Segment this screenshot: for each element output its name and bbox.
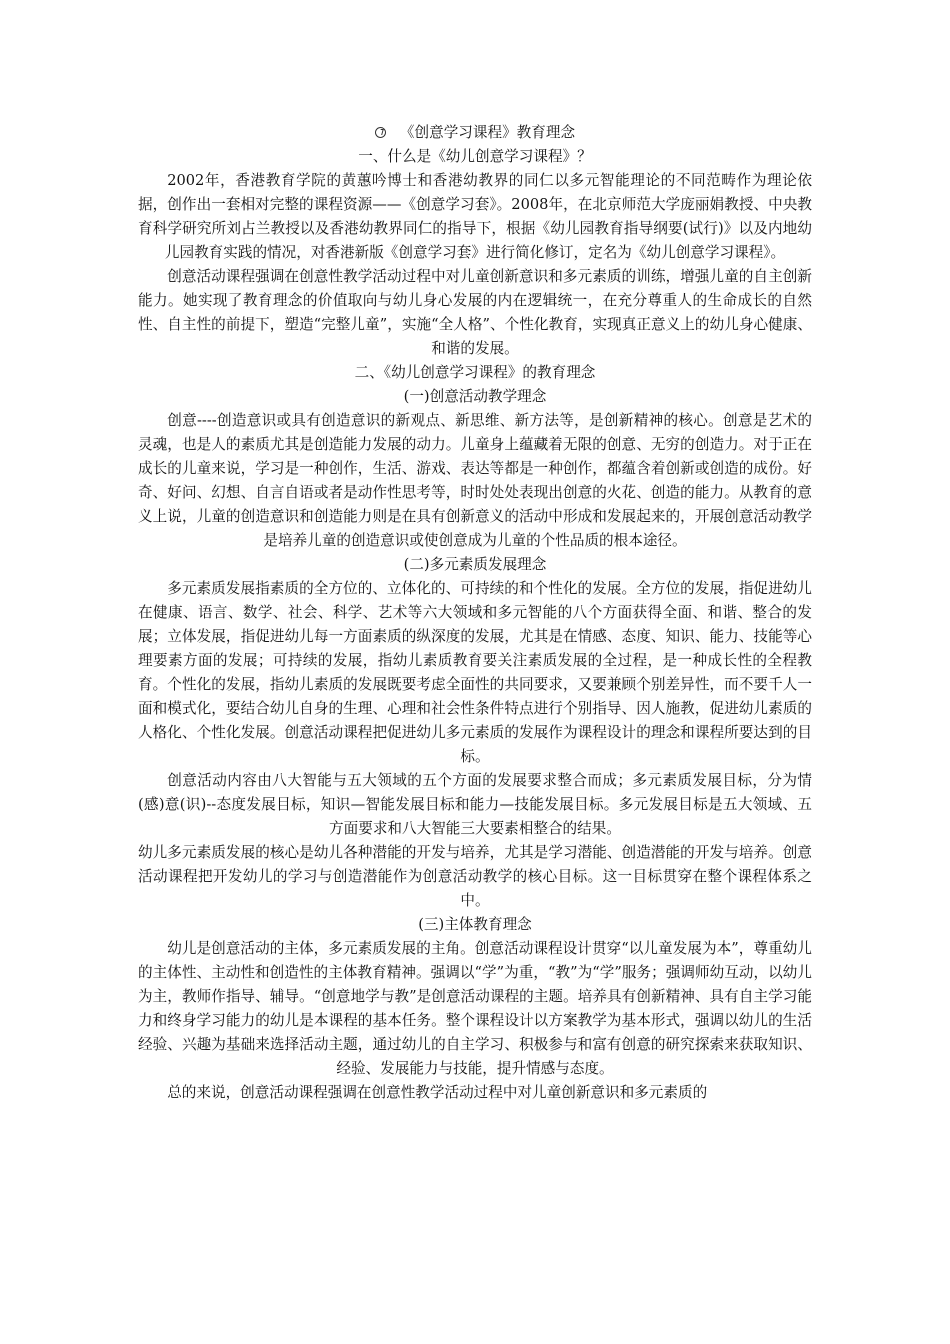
document-title-text: 《创意学习课程》教育理念 xyxy=(399,124,576,141)
section1-heading: 一、什么是《幼儿创意学习课程》？ xyxy=(358,148,592,165)
document-page xyxy=(138,121,812,1105)
section1-paragraph-2: 创意活动课程强调在创意性教学活动过程中对儿童创新意识和多元素质的训练，增强儿童的自主创新能力。她实现了教育理念的价值取向与幼儿身心发展的内在逻辑统一，在充分尊重人的生命成长的自然性、自主性的前提下，塑造“完整儿童”，实施“全人格”、个性化教育，实现真正意义上的幼儿身心健康、和谐的发展。 xyxy=(138,268,812,357)
subsection1-paragraph-1: 创意----创造意识或具有创造意识的新观点、新思维、新方法等，是创新精神的核心。创意是艺术的灵魂，也是人的素质尤其是创造能力发展的动力。儿童身上蕴藏着无限的创意、无穷的创造力。对于正在成长的儿童来说，学习是一种创作，生活、游戏、表达等都是一种创作，都蕴含着创新或创造的成份。好奇、好问、幻想、自言自语或者是动作性思考等，时时处处表现出创意的火花、创造的能力。从教育的意义上说，儿童的创造意识和创造能力则是在具有创新意义的活动中形成和发展起来的，开展创意活动教学是培养儿童的创造意识或使创意成为儿童的个性品质的根本途径。 xyxy=(138,412,812,549)
subsection3-paragraph-1: 幼儿是创意活动的主体，多元素质发展的主角。创意活动课程设计贯穿“以儿童发展为本”，尊重幼儿的主体性、主动性和创造性的主体教育精神。强调以“学”为重，“教”为“学”服务；强调师幼互动，以幼儿为主，教师作指导、辅导。“创意地学与教”是创意活动课程的主题。培养具有创新精神、具有自主学习能力和终身学习能力的幼儿是本课程的基本任务。整个课程设计以方案教学为基本形式，强调以幼儿的生活经验、兴趣为基础来选择活动主题，通过幼儿的自主学习、积极参与和富有创意的研究探索来获取知识、经验、发展能力与技能，提升情感与态度。 xyxy=(138,940,812,1077)
numbered-circle-icon xyxy=(375,127,386,138)
subsection2-paragraph-2: 创意活动内容由八大智能与五大领域的五个方面的发展要求整合而成；多元素质发展目标，分为情(感)意(识)--态度发展目标，知识—智能发展目标和能力—技能发展目标。多元发展目标是五大领域、五方面要求和八大智能三大要素相整合的结果。 xyxy=(138,772,812,837)
section2-heading: 二、《幼儿创意学习课程》的教育理念 xyxy=(354,364,596,381)
section1-paragraph-1: 2002年，香港教育学院的黄蕙吟博士和香港幼教界的同仁以多元智能理论的不同范畴作为理论依据，创作出一套相对完整的课程资源——《创意学习套》。2008年，在北京师范大学庞丽娟教授、中央教育科学研究所刘占兰教授以及香港幼教界同仁的指导下，根据《幼儿园教育指导纲要(试行)》以及内地幼儿园教育实践的情况，对香港新版《创意学习套》进行简化修订，定名为《幼儿创意学习课程》。 xyxy=(138,172,812,261)
subsection2-heading: (二)多元素质发展理念 xyxy=(403,556,547,573)
subsection2-paragraph-3: 幼儿多元素质发展的核心是幼儿各种潜能的开发与培养，尤其是学习潜能、创造潜能的开发与培养。创意活动课程把开发幼儿的学习与创造潜能作为创意活动教学的核心目标。这一目标贯穿在整个课程体系之中。 xyxy=(138,844,812,909)
subsection3-heading: (三)主体教育理念 xyxy=(418,916,532,933)
subsection2-paragraph-1: 多元素质发展指素质的全方位的、立体化的、可持续的和个性化的发展。全方位的发展，指促进幼儿在健康、语言、数学、社会、科学、艺术等六大领域和多元智能的八个方面获得全面、和谐、整合的发展；立体发展，指促进幼儿每一方面素质的纵深度的发展，尤其是在情感、态度、知识、能力、技能等心理要素方面的发展；可持续的发展，指幼儿素质教育要关注素质发展的全过程，是一种成长性的全程教育。个性化的发展，指幼儿素质的发展既要考虑全面性的共同要求，又要兼顾个别差异性，而不要千人一面和模式化，要结合幼儿自身的生理、心理和社会性条件特点进行个别指导、因人施教，促进幼儿素质的人格化、个性化发展。创意活动课程把促进幼儿多元素质的发展作为课程设计的理念和课程所要达到的目标。 xyxy=(138,580,812,765)
subsection3-paragraph-2: 总的来说，创意活动课程强调在创意性教学活动过程中对儿童创新意识和多元素质的 xyxy=(167,1084,708,1101)
document-title xyxy=(138,121,812,145)
subsection1-heading: (一)创意活动教学理念 xyxy=(403,388,547,405)
